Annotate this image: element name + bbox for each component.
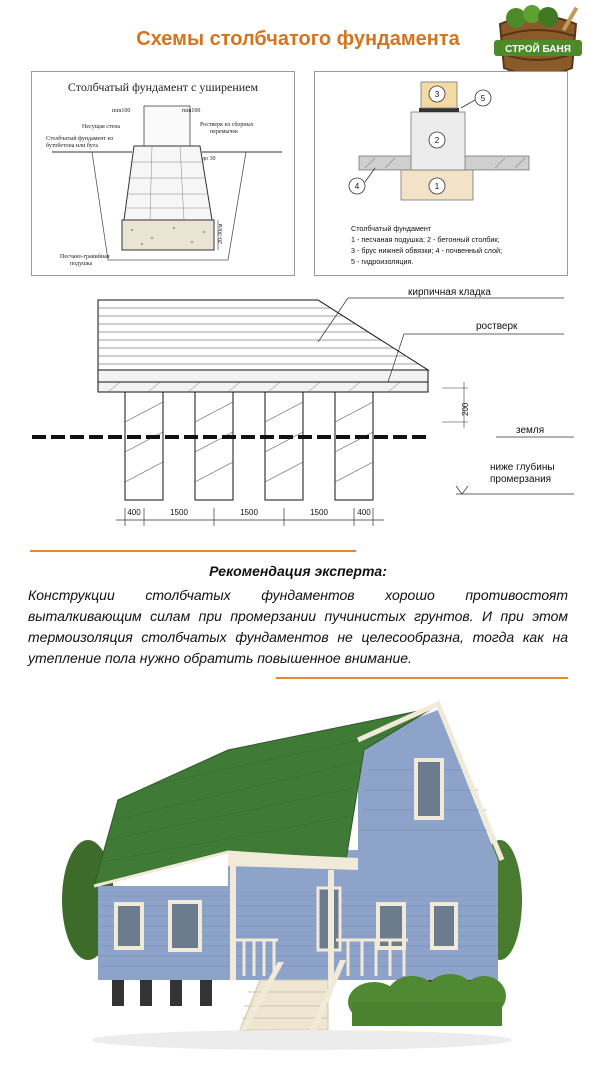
- label-cushion-1: Песчано-гравийная: [60, 254, 110, 260]
- logo-text: СТРОЙ БАНЯ: [505, 44, 571, 55]
- label-cushion-2: подушка: [70, 261, 93, 267]
- label-min100-left: min100: [112, 108, 131, 114]
- diagram-pillars-section: [28, 282, 584, 532]
- label-column-top: Несущая стена: [82, 124, 121, 130]
- dim-400-right: 400: [357, 508, 371, 517]
- expert-title: Рекомендация эксперта:: [209, 563, 387, 579]
- label-min100-right: min100: [182, 108, 201, 114]
- house-illustration: [28, 690, 576, 1068]
- dim-1500-2: 1500: [240, 508, 258, 517]
- diagram-widened-foundation: [31, 71, 295, 276]
- caption-line-4: 5 - гидроизоляция.: [351, 257, 414, 266]
- marker-5: 5: [480, 94, 486, 103]
- page-title: Схемы столбчатого фундамента: [136, 28, 460, 50]
- caption-line-3: 3 - брус нижней обвязки; 4 - почвенный слой;: [351, 246, 503, 255]
- label-brick: кирпичная кладка: [408, 287, 491, 298]
- marker-4: 4: [354, 182, 360, 191]
- caption-line-2: 1 - песчаная подушка; 2 - бетонный столбик;: [351, 235, 500, 244]
- marker-1: 1: [434, 182, 440, 191]
- dim-1500-3: 1500: [310, 508, 328, 517]
- label-angle: до 30: [202, 156, 216, 162]
- diagram1-heading: Столбчатый фундамент с уширением: [67, 80, 259, 94]
- diagram-column-foundation: [314, 71, 568, 276]
- expert-text: Конструкции столбчатых фундаментов хорошо противостоят выталкивающим силам при промерзании пучинистых грунтов. И при этом термоизоляция столбчатых фундаментов не целесообразна, тогда как на утепление пола нужно обратить повышенное внимание.: [28, 587, 568, 666]
- label-foundation-1: Столбчатый фундамент из: [46, 136, 114, 142]
- divider-top: [30, 550, 356, 552]
- label-freeze-1: ниже глубины: [490, 462, 555, 473]
- label-grillage-1: Ростверк из сборных: [200, 122, 254, 128]
- label-grillage-2: перемычек: [210, 129, 238, 135]
- marker-3: 3: [434, 90, 440, 99]
- caption-line-1: Столбчатый фундамент: [351, 224, 432, 233]
- marker-2: 2: [434, 136, 440, 145]
- label-depth: 20-30см: [218, 223, 224, 244]
- label-freeze-2: промерзания: [490, 474, 552, 485]
- label-height: 200: [461, 402, 470, 416]
- dim-400-left: 400: [127, 508, 141, 517]
- dim-1500-1: 1500: [170, 508, 188, 517]
- divider-bottom: [276, 677, 568, 679]
- label-grillage: ростверк: [476, 321, 518, 332]
- label-foundation-2: бутобетона или бута: [46, 143, 99, 149]
- label-ground: земля: [516, 425, 545, 436]
